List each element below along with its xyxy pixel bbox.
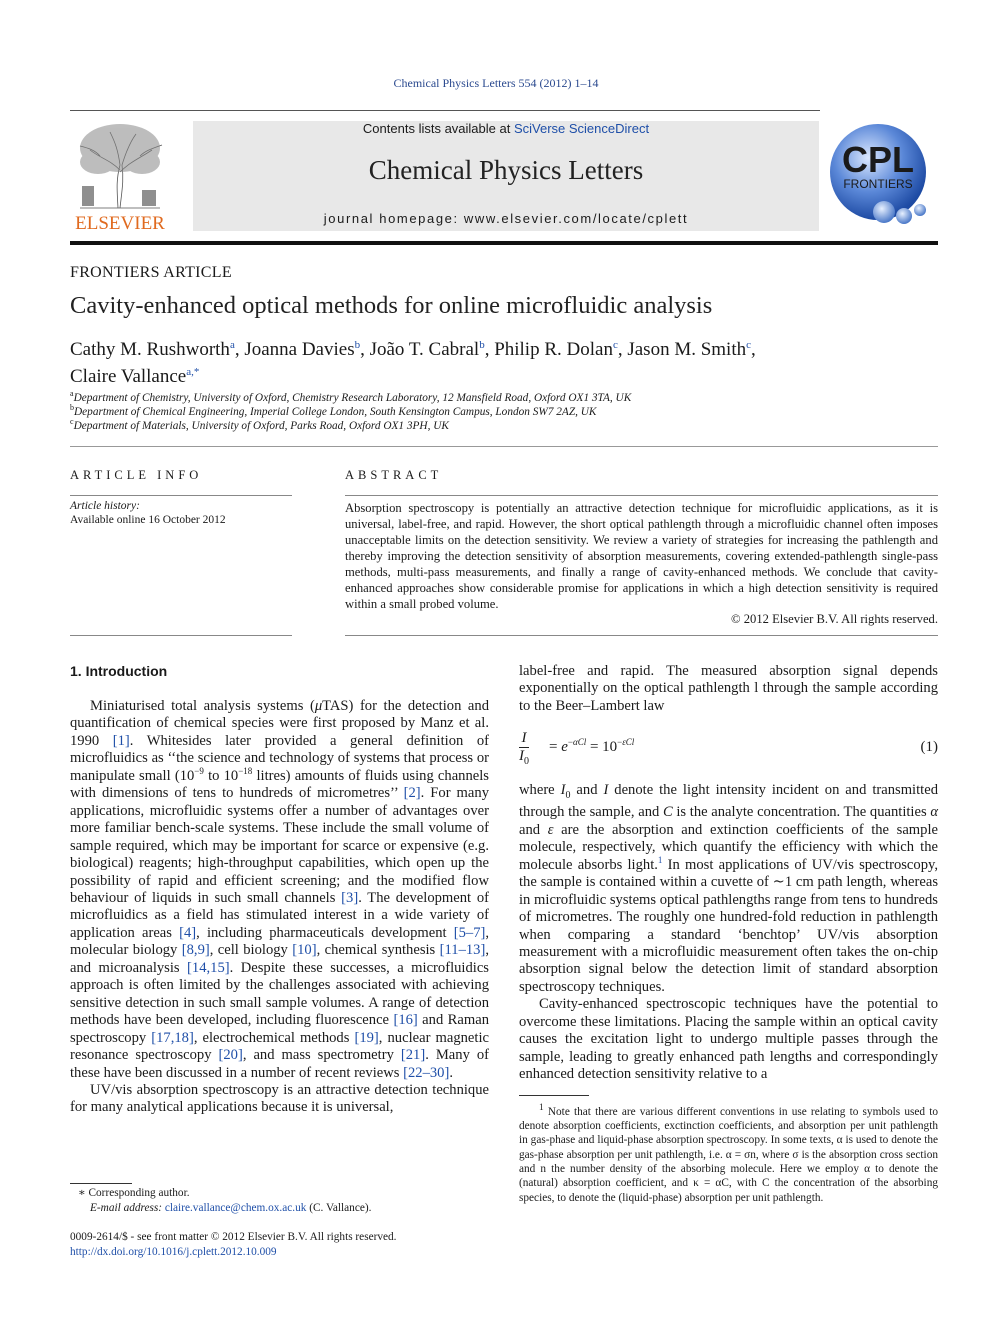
header-rule: [70, 110, 820, 111]
footnote-mark: 1: [539, 1103, 544, 1113]
citation-link[interactable]: [22–30]: [403, 1064, 450, 1081]
equation-number: (1): [920, 739, 938, 755]
citation-link[interactable]: [14,15]: [187, 959, 230, 976]
affiliation: $^a$Department of Chemistry, University of Oxford, Chemistry Research Laboratory, 12 Mansfield Road, Oxford OX1 3TA, UK: [70, 389, 632, 404]
citation-link[interactable]: [1]: [112, 732, 130, 749]
section-heading: 1. Introduction: [70, 663, 168, 679]
abstract-heading: ABSTRACT: [345, 468, 443, 482]
doi-link[interactable]: http://dx.doi.org/10.1016/j.cplett.2012.10.009: [70, 1246, 277, 1258]
cpl-frontiers-logo[interactable]: [822, 120, 934, 232]
frontiers-logo-word: FRONTIERS: [843, 177, 913, 191]
citation-link[interactable]: [21]: [400, 1047, 426, 1064]
footnote-rule: [70, 1183, 132, 1184]
citation-link[interactable]: [20]: [218, 1047, 243, 1064]
citation-link[interactable]: [11–13]: [439, 942, 486, 959]
running-head[interactable]: Chemical Physics Letters 554 (2012) 1–14: [393, 76, 599, 90]
cpl-logo-letters: CPL: [842, 139, 914, 180]
journal-homepage: [193, 211, 819, 226]
article-info-heading: ARTICLE INFO: [70, 468, 203, 482]
paragraph: Cavity-enhanced spectroscopic techniques have the potential to overcome these limitations. Placing the sample within an optical cavity causes the excitation light to undergo multiple passes through the sample, leading to greatly enhanced path lengths and correspondingly enhanced detection sensitivity relative to a: [519, 996, 938, 1083]
footer-info: [70, 1230, 397, 1260]
equation-beer-lambert: [519, 730, 938, 770]
journal-title: Chemical Physics Letters: [368, 155, 644, 185]
citation-link[interactable]: [5–7]: [453, 924, 486, 941]
equation-body: = $e^{-\alpha Cl} = 10^{-\varepsilon Cl}$: [549, 737, 635, 755]
article-title: Cavity-enhanced optical methods for online microfluidic analysis: [70, 292, 713, 319]
body-column-right-intro: label-free and rapid. The measured absorption signal depends exponentially on the optical pathlength l through the sample according to the Beer–Lambert law: [519, 663, 938, 714]
author-list: Cathy M. Rushworth$^a$, Joanna Davies$^b$, João T. Cabral$^b$, Philip R. Dolan$^c$, Jason M. Smith$^c$, Claire Vallance$^{a,*}$: [70, 339, 756, 387]
email-suffix: (C. Vallance).: [306, 1202, 372, 1214]
body-column-right: [519, 782, 938, 1084]
paragraph: where $I_0$ and I denote the light intensity incident on and transmitted through the sample, and C is the analyte concentration. The quantities α and ε are the absorption and extinction coefficients of the sample molecule, respectively, which quantify the efficiency with which the molecule absorbs light.$^1$ In most applications of UV/vis spectroscopy, the sample is contained within a cuvette of ∼1 cm path length, whereas in microfluidic systems optical pathlengths range from tens to hundreds of micrometres. The roughly one hundred-fold reduction in pathlength when comparing a standard ‘benchtop’ UV/vis absorption measurement with a microfluidic measurement often takes the on-chip absorption signal below the detection limit of standard absorption spectroscopy techniques.: [519, 782, 938, 995]
author[interactable]: João T. Cabral$^b$: [369, 339, 485, 360]
citation-link[interactable]: [16]: [393, 1012, 418, 1029]
citation-link[interactable]: [2]: [403, 785, 421, 802]
author[interactable]: Joanna Davies$^b$: [244, 339, 361, 360]
affiliation: $^c$Department of Materials, University of Oxford, Parks Road, Oxford OX1 3PH, UK: [70, 417, 449, 432]
footnote-link[interactable]: 1: [657, 854, 663, 865]
publisher-wordmark: ELSEVIER: [75, 213, 165, 234]
footnote: [519, 1101, 938, 1205]
issn-line: 0009-2614/$ - see front matter © 2012 Elsevier B.V. All rights reserved.: [70, 1231, 397, 1243]
divider: [70, 446, 938, 447]
author[interactable]: Claire Vallance$^{a,*}$: [70, 366, 200, 387]
citation-link[interactable]: [10]: [292, 942, 317, 959]
divider: [345, 495, 938, 496]
citation-link[interactable]: [17,18]: [151, 1029, 194, 1046]
footnote-text: Note that there are various different conventions in use relating to symbols used to denote absorption coefficients, exctinction coefficients, and absorption per unit pathlength in gas-phase and liquid-phase absorption spectroscopy. In some texts, α is used to denote the gas-phase absorption per unit pathlength, i.e. α = σn, where σ is the absorption cross section and n the number density of the absorbing molecule. Here we employ α to denote the (natural) absorption coefficient, and κ = αC, with C the concentration of the absorbing species, to denote the (liquid-phase) absorption per unit pathlength.: [519, 1105, 939, 1204]
article-type: FRONTIERS ARTICLE: [70, 264, 232, 281]
history-label: Article history:: [70, 500, 140, 512]
divider: [345, 635, 938, 636]
citation-link[interactable]: [3]: [341, 889, 359, 906]
contents-prefix: Contents lists available at: [362, 121, 514, 136]
citation-link[interactable]: [19]: [354, 1029, 379, 1046]
cpl-logo-icon: [822, 120, 934, 232]
divider: [70, 635, 292, 636]
abstract-copyright: © 2012 Elsevier B.V. All rights reserved.: [731, 612, 938, 626]
author[interactable]: Jason M. Smith$^c$: [627, 339, 752, 360]
elsevier-tree-icon: [70, 120, 170, 235]
citation-link[interactable]: [8,9]: [181, 942, 210, 959]
body-column-left: [70, 698, 489, 1117]
divider: [70, 495, 292, 496]
email-link[interactable]: claire.vallance@chem.ox.ac.uk: [164, 1202, 307, 1214]
footnote-rule: [519, 1095, 589, 1096]
homepage-link[interactable]: www.elsevier.com/locate/cplett: [463, 211, 689, 226]
equation-fraction: I $I_0$: [519, 730, 529, 767]
history-value: Available online 16 October 2012: [70, 514, 226, 526]
contents-line: [193, 121, 819, 136]
abstract-text: Absorption spectroscopy is potentially an attractive detection technique for microfluidic applications, as it is universal, label-free, and rapid. However, the short optical pathlength through a microfluidic channel often imposes unacceptable limits on the detection sensitivity. We review a variety of strategies for increasing the pathlength and thereby improving the detection sensitivity of absorption measurements, covering extended-pathlength single-pass methods, multi-pass measurements, and finally a range of cavity-enhanced methods. We conclude that cavity-enhanced approaches show considerable promise for applications in which a high detection sensitivity is required within a small probed volume.: [345, 501, 938, 611]
elsevier-logo[interactable]: [70, 120, 170, 235]
paragraph: Miniaturised total analysis systems (μTAS) for the detection and quantification of chemical species were first proposed by Manz et al. 1990 [1]. Whitesides later provided a general definition of microfluidics as ‘‘the science and technology of systems that process or manipulate small ($10^{-9}$ to $10^{-18}$ litres) amounts of fluids using channels with dimensions of tens to hundreds of micrometres’’ [2]. For many applications, microfluidic systems offer a number of advantages over more familiar bench-scale systems. These include the small volume of sample required, which may be important for scarce or expensive (e.g. biological) reagents; high-throughput capabilities, which open up the possibility of rapid and efficient screening; and the modified flow behaviour of liquids in such small channels [3]. The development of microfluidics as a field has stimulated interest in a wide variety of application areas [4], including pharmaceuticals development [5–7], molecular biology [8,9], cell biology [10], chemical synthesis [11–13], and microanalysis [14,15]. Despite these successes, a microfluidics approach is often limited by the challenges associated with achieving sensitive detection in such small sample volumes. A range of detection methods have been developed, including fluorescence [16] and Raman spectroscopy [17,18], electrochemical methods [19], nuclear magnetic resonance spectroscopy [20], and mass spectrometry [21]. Many of these have been discussed in a number of recent reviews [22–30].: [70, 698, 490, 1081]
affiliation: $^b$Department of Chemical Engineering, Imperial College London, South Kensington Campus, London SW7 2AZ, UK: [70, 403, 597, 418]
header-thick-rule: [70, 241, 938, 245]
author[interactable]: Cathy M. Rushworth$^a$: [70, 339, 235, 360]
homepage-prefix: journal homepage:: [323, 211, 464, 226]
sciencedirect-link[interactable]: SciVerse ScienceDirect: [513, 121, 650, 136]
corresponding-author-label: ∗ Corresponding author.: [78, 1187, 190, 1199]
author[interactable]: Philip R. Dolan$^c$: [494, 339, 618, 360]
correspondence: [70, 1186, 489, 1216]
email-label: E-mail address:: [90, 1202, 165, 1214]
paragraph: UV/vis absorption spectroscopy is an attractive detection technique for many analytical applications because it is universal,: [70, 1081, 489, 1116]
citation-link[interactable]: [4]: [179, 924, 197, 941]
